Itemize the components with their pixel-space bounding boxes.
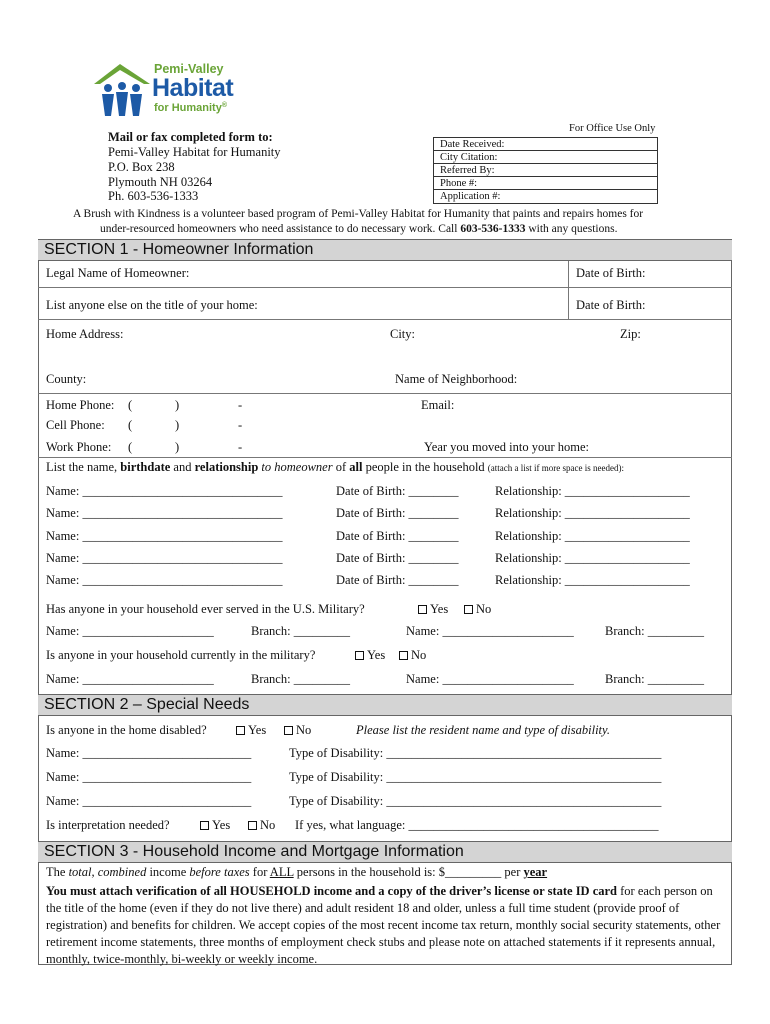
member-name: Name: ________________________________ [46, 484, 283, 498]
dash: - [238, 418, 243, 432]
dob2-label: Date of Birth: [576, 298, 646, 312]
member-dob: Date of Birth: ________ [336, 484, 459, 498]
logo-line2: Habitat [152, 74, 234, 102]
office-date-received: Date Received: [434, 138, 657, 151]
divider [38, 457, 732, 458]
disability-type: Type of Disability: ____________________________________________ [289, 794, 662, 808]
disability-name: Name: ___________________________ [46, 746, 252, 760]
member-dob: Date of Birth: ________ [336, 506, 459, 520]
member-relationship: Relationship: ____________________ [495, 506, 690, 520]
member-dob: Date of Birth: ________ [336, 529, 459, 543]
current-branch: Branch: _________ [251, 672, 350, 686]
neighborhood-label: Name of Neighborhood: [395, 372, 518, 386]
title-list-label: List anyone else on the title of your home: [46, 298, 258, 312]
mail-line: Ph. 603-536-1333 [108, 189, 199, 203]
military-no[interactable]: No [464, 602, 491, 617]
year-moved-label: Year you moved into your home: [424, 440, 590, 454]
mail-line: Pemi-Valley Habitat for Humanity [108, 145, 281, 159]
language-field: If yes, what language: ________________________________________ [295, 818, 659, 832]
divider [568, 261, 569, 319]
disability-instructions: Please list the resident name and type of disability. [356, 723, 611, 737]
income-line: The total, combined income before taxes for ALL persons in the household is: $_________ per year [46, 865, 548, 879]
interpretation-question: Is interpretation needed? [46, 818, 170, 832]
member-name: Name: ________________________________ [46, 573, 283, 587]
home-address-label: Home Address: [46, 327, 124, 341]
dob-label: Date of Birth: [576, 266, 646, 280]
paren: ) [175, 398, 180, 412]
checkbox-icon[interactable] [355, 651, 364, 660]
member-relationship: Relationship: ____________________ [495, 484, 690, 498]
disability-type: Type of Disability: ____________________________________________ [289, 746, 662, 760]
divider [38, 287, 732, 288]
office-application: Application #: [440, 191, 501, 202]
checkbox-icon[interactable] [399, 651, 408, 660]
checkbox-icon[interactable] [418, 605, 427, 614]
divider [38, 393, 732, 394]
section2-header: SECTION 2 – Special Needs [38, 694, 732, 716]
legal-name-label: Legal Name of Homeowner: [46, 266, 190, 280]
work-phone-label: Work Phone: [46, 440, 112, 454]
dash: - [238, 398, 243, 412]
current-branch: Branch: _________ [605, 672, 704, 686]
intro-line1: A Brush with Kindness is a volunteer based program of Pemi-Valley Habitat for Humanity that paints and repairs homes for [73, 208, 644, 220]
disabled-yes[interactable]: Yes [236, 723, 266, 738]
mail-line: Plymouth NH 03264 [108, 175, 213, 189]
military-name: Name: _____________________ [406, 624, 574, 638]
current-name: Name: _____________________ [46, 672, 214, 686]
member-relationship: Relationship: ____________________ [495, 573, 690, 587]
member-dob: Date of Birth: ________ [336, 551, 459, 565]
office-city-citation: City Citation: [434, 151, 657, 164]
mail-line: P.O. Box 238 [108, 160, 175, 174]
office-use-box [433, 137, 658, 204]
attach-verification-text: You must attach verification of all HOUSEHOLD income and a copy of the driver’s license or state ID card for each person on the title of the home (even if they do not live there) and adult resident 18 and older, unless a full time student (provide proof of registration) and benefits for children. We accept copies of the most recent income tax return, monthly social security statements, other retirement income statements, three months of employment check stubs and please note on attached statements if it represents annual, monthly, twice-monthly, bi-weekly or weekly income. [46, 884, 721, 966]
current-name: Name: _____________________ [406, 672, 574, 686]
checkbox-icon[interactable] [248, 821, 257, 830]
current-yes[interactable]: Yes [355, 648, 385, 663]
checkbox-icon[interactable] [200, 821, 209, 830]
disability-name: Name: ___________________________ [46, 794, 252, 808]
checkbox-icon[interactable] [464, 605, 473, 614]
disabled-no[interactable]: No [284, 723, 311, 738]
county-label: County: [46, 372, 87, 386]
member-name: Name: ________________________________ [46, 551, 283, 565]
checkbox-icon[interactable] [236, 726, 245, 735]
intro-line2: under-resourced homeowners who need assistance to do necessary work. Call 603-536-1333 with any questions. [100, 223, 618, 235]
member-dob: Date of Birth: ________ [336, 573, 459, 587]
interpretation-no[interactable]: No [248, 818, 275, 833]
home-phone-label: Home Phone: [46, 398, 115, 412]
current-no[interactable]: No [399, 648, 426, 663]
cell-phone-label: Cell Phone: [46, 418, 105, 432]
zip-label: Zip: [620, 327, 641, 341]
section1-header: SECTION 1 - Homeowner Information [38, 239, 732, 261]
email-label: Email: [421, 398, 455, 412]
military-branch: Branch: _________ [605, 624, 704, 638]
disability-name: Name: ___________________________ [46, 770, 252, 784]
paren: ) [175, 418, 180, 432]
section3-header: SECTION 3 - Household Income and Mortgage Information [38, 841, 732, 863]
disability-type: Type of Disability: ____________________________________________ [289, 770, 662, 784]
disabled-question: Is anyone in the home disabled? [46, 723, 207, 737]
paren: ( [128, 440, 133, 454]
paren: ( [128, 418, 133, 432]
military-yes[interactable]: Yes [418, 602, 448, 617]
mail-heading: Mail or fax completed form to: [108, 130, 273, 144]
current-military-question: Is anyone in your household currently in the military? [46, 648, 316, 662]
household-instructions: List the name, birthdate and relationship to homeowner of all people in the household (attach a list if more space is needed): [46, 460, 624, 474]
military-question: Has anyone in your household ever served in the U.S. Military? [46, 602, 365, 616]
member-name: Name: ________________________________ [46, 506, 283, 520]
interpretation-yes[interactable]: Yes [200, 818, 230, 833]
logo-line1: Pemi-Valley [154, 62, 224, 76]
paren: ( [128, 398, 133, 412]
member-relationship: Relationship: ____________________ [495, 551, 690, 565]
divider [38, 319, 732, 320]
office-title: For Office Use Only [569, 123, 656, 134]
habitat-logo [92, 62, 252, 120]
member-name: Name: ________________________________ [46, 529, 283, 543]
logo-line3: for Humanity® [154, 102, 228, 114]
city-label: City: [390, 327, 416, 341]
office-phone: Phone #: [434, 177, 657, 190]
paren: ) [175, 440, 180, 454]
military-name: Name: _____________________ [46, 624, 214, 638]
dash: - [238, 440, 243, 454]
habitat-house-icon [92, 62, 154, 120]
office-referred-by: Referred By: [434, 164, 657, 177]
checkbox-icon[interactable] [284, 726, 293, 735]
military-branch: Branch: _________ [251, 624, 350, 638]
member-relationship: Relationship: ____________________ [495, 529, 690, 543]
